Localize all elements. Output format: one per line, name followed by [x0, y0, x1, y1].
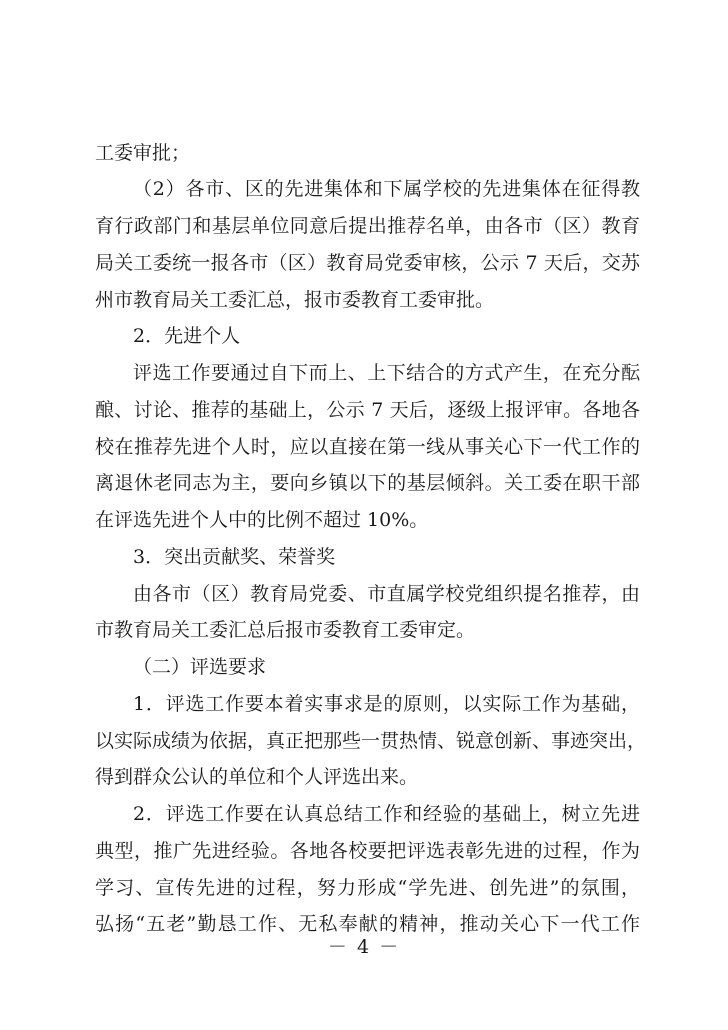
body-text-line: 工委审批；: [95, 142, 191, 164]
section-heading: （二）评选要求: [133, 656, 267, 678]
body-text-line: 1．评选工作要本着实事求是的原则，以实际工作为基础，: [133, 693, 640, 715]
body-text-line: 酿、讨论、推荐的基础上，公示 7 天后，逐级上报评审。各地各: [95, 399, 640, 421]
body-text-line: 育行政部门和基层单位同意后提出推荐名单，由各市（区）教育: [95, 215, 640, 237]
body-text-line: 离退休老同志为主，要向乡镇以下的基层倾斜。关工委在职干部: [95, 472, 640, 494]
body-text-line: 州市教育局关工委汇总，报市委教育工委审批。: [95, 289, 495, 311]
body-text-line: 弘扬“五老”勤恳工作、无私奉献的精神，推动关心下一代工作: [95, 913, 640, 935]
body-text-line: 校在推荐先进个人时，应以直接在第一线从事关心下一代工作的: [95, 436, 640, 458]
section-heading: 2．先进个人: [133, 325, 241, 347]
body-text-line: 局关工委统一报各市（区）教育局党委审核，公示 7 天后，交苏: [95, 252, 640, 274]
body-text-line: 在评选先进个人中的比例不超过 10%。: [95, 509, 429, 531]
body-text-line: 以实际成绩为依据，真正把那些一贯热情、锐意创新、事迹突出，: [95, 730, 647, 752]
body-text-line: 得到群众公认的单位和个人评选出来。: [95, 766, 419, 788]
body-text-line: 典型，推广先进经验。各地各校要把评选表彰先进的过程，作为: [95, 840, 640, 862]
page-number: － 4 －: [327, 936, 401, 958]
body-text-line: （2）各市、区的先进集体和下属学校的先进集体在征得教: [133, 178, 640, 200]
body-text-line: 2．评选工作要在认真总结工作和经验的基础上，树立先进: [133, 803, 640, 825]
body-text-line: 由各市（区）教育局党委、市直属学校党组织提名推荐，由: [133, 583, 640, 605]
body-text-line: 市教育局关工委汇总后报市委教育工委审定。: [95, 619, 476, 641]
body-text-line: 评选工作要通过自下而上、上下结合的方式产生，在充分酝: [133, 362, 640, 384]
body-text-line: 学习、宣传先进的过程，努力形成“学先进、创先进”的氛围，: [95, 877, 640, 899]
section-heading: 3．突出贡献奖、荣誉奖: [133, 546, 336, 568]
